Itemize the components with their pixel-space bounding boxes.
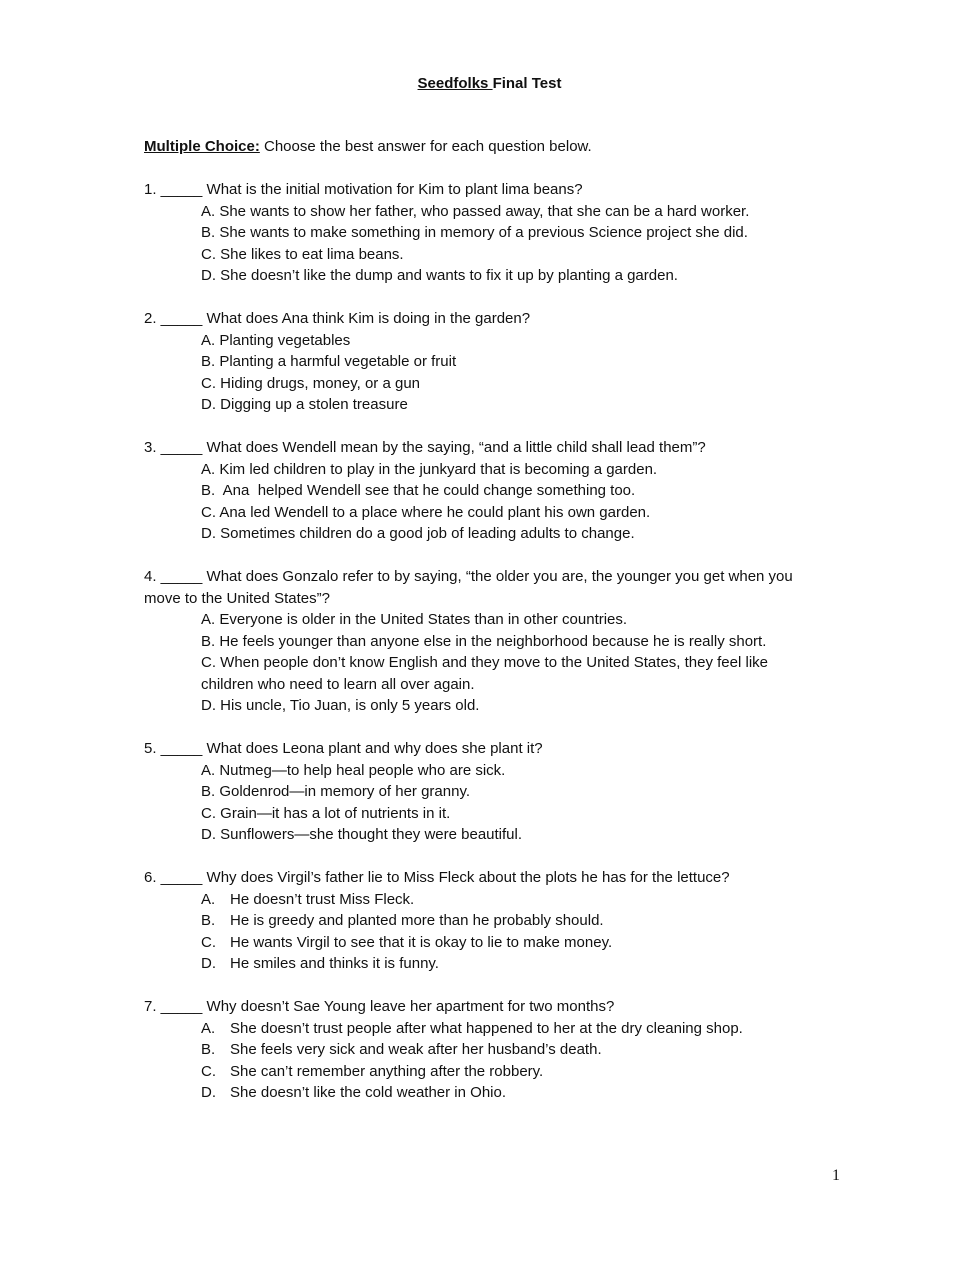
instructions [144,136,592,157]
answer-option-b: B. She wants to make something in memory of a previous Science project she did. [201,224,748,241]
question-stem: 2. _____ What does Ana think Kim is doing in the garden? [144,310,531,327]
answer-option-a: A. Kim led children to play in the junkyard that is becoming a garden. [201,460,658,478]
instructions-text: Choose the best answer for each question below. [259,138,592,155]
answer-options [144,459,824,545]
option-letter: C. [201,1062,216,1080]
answer-option-c: C. Grain—it has a lot of nutrients in it. [201,804,451,822]
answer-options [144,760,824,846]
answer-option-c: C. Ana led Wendell to a place where he could plant his own garden. [201,503,651,521]
answer-option-a: A. Everyone is older in the United States than in other countries. [201,611,628,628]
answer-option-b: B. Goldenrod—in memory of her granny. [201,783,471,800]
answer-options [144,201,824,287]
option-text: He smiles and thinks it is funny. [230,955,439,972]
option-letter: B. [201,1041,216,1058]
answer-option-d: D. She doesn’t like the dump and wants to fix it up by planting a garden. [201,267,678,284]
instructions-heading: Multiple Choice: [144,138,260,155]
answer-options [144,1018,824,1104]
answer-option-d [201,953,824,975]
answer-option-a: A. She wants to show her father, who passed away, that she can be a hard worker. [201,202,750,220]
question-5 [144,738,824,846]
option-text: He doesn’t trust Miss Fleck. [230,890,415,908]
answer-option-a [201,1018,824,1040]
answer-option-b: B. Planting a harmful vegetable or fruit [201,353,457,370]
question-4 [144,566,824,717]
answer-option-a: A. Nutmeg—to help heal people who are sick. [201,761,506,779]
question-7 [144,996,824,1104]
title-rest: Final Test [492,75,562,92]
answer-option-c [201,1061,824,1083]
option-letter: D. [201,1084,216,1101]
answer-option-b: B. Ana helped Wendell see that he could change something too. [201,482,636,499]
option-text: She doesn’t like the cold weather in Ohio. [230,1084,506,1101]
answer-options [144,609,824,717]
question-stem: 1. _____ What is the initial motivation for Kim to plant lima beans? [144,181,583,198]
option-text: She feels very sick and weak after her husband’s death. [230,1041,602,1058]
question-1 [144,179,824,287]
question-stem: 6. _____ Why does Virgil’s father lie to Miss Fleck about the plots he has for the lettuce? [144,869,730,886]
answer-options [144,330,824,416]
question-2 [144,308,824,416]
answer-option-a: A. Planting vegetables [201,331,351,349]
answer-option-c: C. She likes to eat lima beans. [201,245,404,263]
question-stem: 5. _____ What does Leona plant and why does she plant it? [144,740,543,757]
answer-option-b: B. He feels younger than anyone else in the neighborhood because he is really short. [201,632,767,650]
answer-option-c: C. Hiding drugs, money, or a gun [201,374,421,392]
answer-option-b [201,910,824,932]
option-text: She can’t remember anything after the robbery. [230,1062,544,1080]
option-text: He wants Virgil to see that it is okay to lie to make money. [230,933,613,951]
option-letter: A. [201,1019,216,1037]
question-list [144,179,824,1125]
option-letter: D. [201,955,216,972]
answer-option-d: D. His uncle, Tio Juan, is only 5 years old. [201,697,480,714]
title-book-name: Seedfolks [417,75,493,92]
option-letter: B. [201,912,216,929]
answer-option-d [201,1082,824,1104]
page-title [0,73,979,94]
answer-option-d: D. Digging up a stolen treasure [201,396,408,413]
answer-option-d: D. Sometimes children do a good job of leading adults to change. [201,525,635,542]
question-stem: 3. _____ What does Wendell mean by the saying, “and a little child shall lead them”? [144,439,706,456]
question-stem: 4. _____ What does Gonzalo refer to by saying, “the older you are, the younger you get when you move to the United States”? [144,568,793,607]
page-number: 1 [832,1167,840,1184]
option-text: He is greedy and planted more than he probably should. [230,912,604,929]
answer-options [144,889,824,975]
answer-option-d: D. Sunflowers—she thought they were beautiful. [201,826,523,843]
question-3 [144,437,824,545]
option-letter: C. [201,933,216,951]
option-text: She doesn’t trust people after what happened to her at the dry cleaning shop. [230,1019,743,1037]
option-letter: A. [201,890,216,908]
answer-option-b [201,1039,824,1061]
question-6 [144,867,824,975]
question-stem: 7. _____ Why doesn’t Sae Young leave her apartment for two months? [144,998,615,1015]
answer-option-a [201,889,824,911]
answer-option-c [201,932,824,954]
answer-option-c: C. When people don’t know English and they move to the United States, they feel like children who need to learn all over again. [201,654,768,693]
